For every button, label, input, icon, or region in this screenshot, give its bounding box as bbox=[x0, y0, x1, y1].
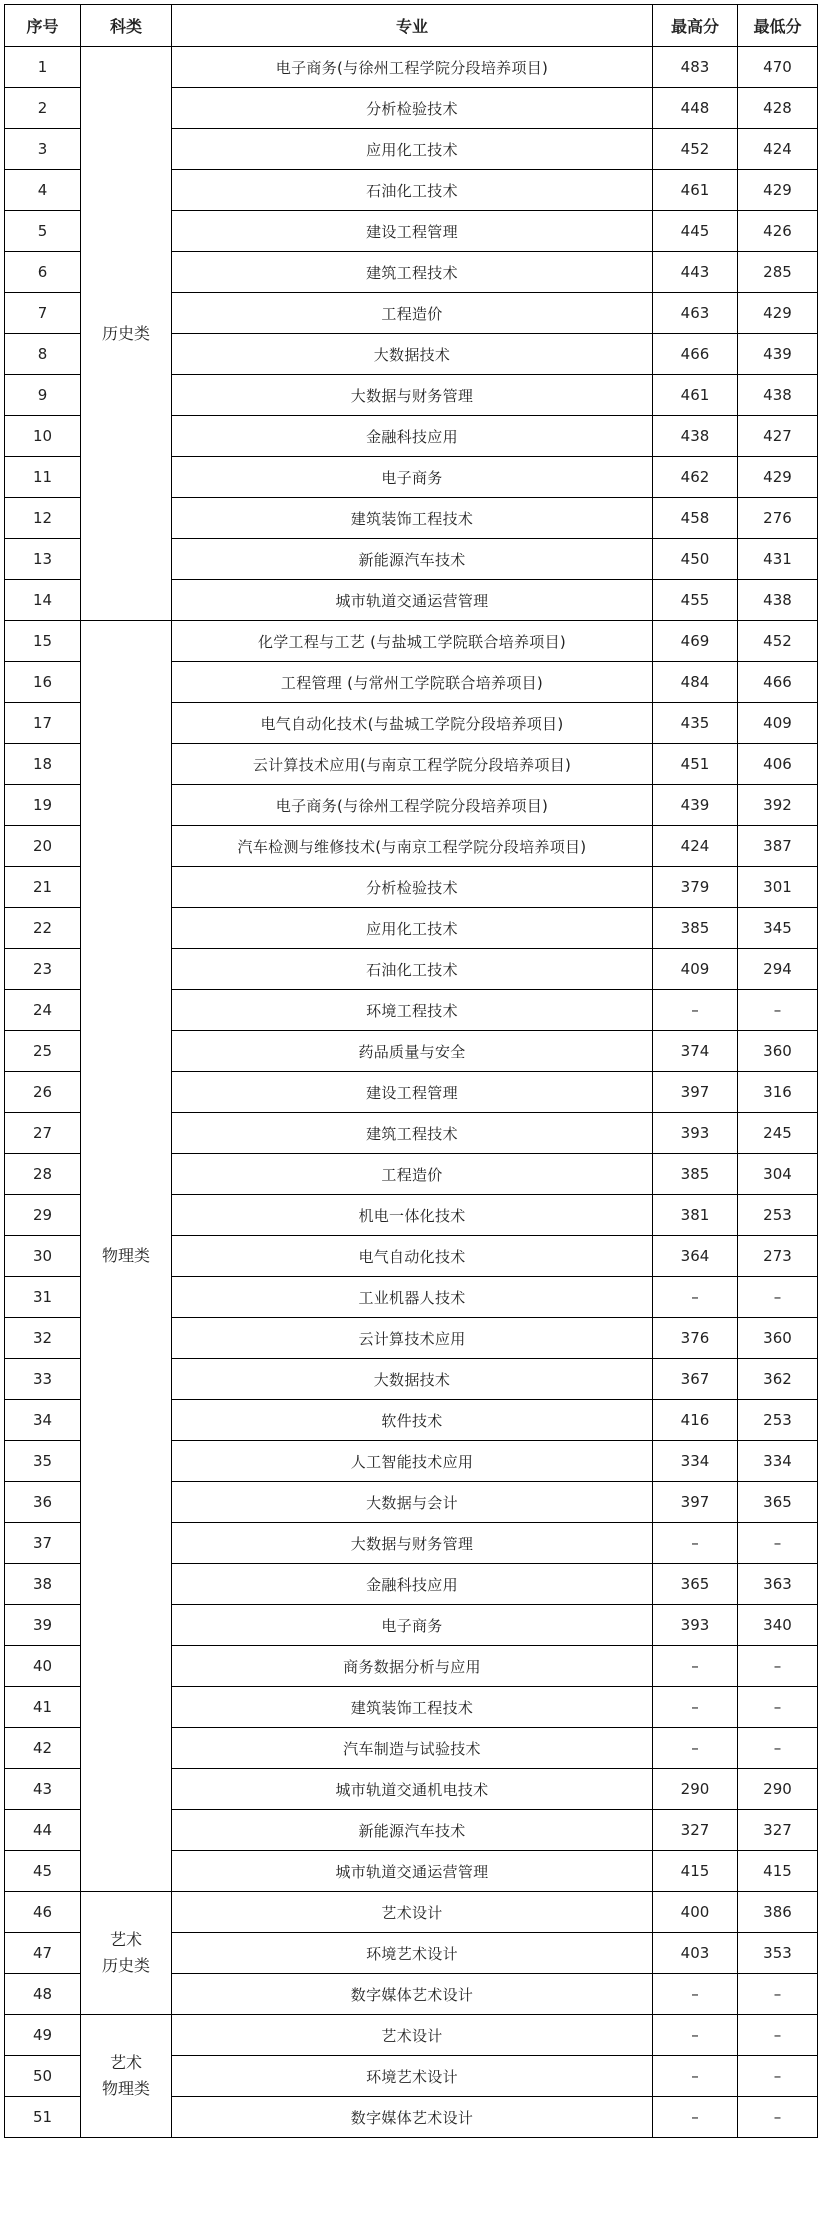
max-score: 393 bbox=[653, 1113, 738, 1154]
max-score: 385 bbox=[653, 1154, 738, 1195]
row-no: 51 bbox=[5, 2097, 81, 2138]
admission-score-table bbox=[4, 4, 818, 2138]
category-cell: 艺术 物理类 bbox=[81, 2015, 172, 2138]
min-score: – bbox=[738, 1646, 818, 1687]
max-score: – bbox=[653, 1974, 738, 2015]
major-name: 城市轨道交通运营管理 bbox=[172, 1851, 653, 1892]
max-score: – bbox=[653, 2056, 738, 2097]
row-no: 38 bbox=[5, 1564, 81, 1605]
min-score: 387 bbox=[738, 826, 818, 867]
row-no: 32 bbox=[5, 1318, 81, 1359]
max-score: 290 bbox=[653, 1769, 738, 1810]
min-score: 334 bbox=[738, 1441, 818, 1482]
min-score: 429 bbox=[738, 457, 818, 498]
row-no: 25 bbox=[5, 1031, 81, 1072]
row-no: 47 bbox=[5, 1933, 81, 1974]
major-name: 数字媒体艺术设计 bbox=[172, 2097, 653, 2138]
major-name: 城市轨道交通运营管理 bbox=[172, 580, 653, 621]
major-name: 电子商务 bbox=[172, 457, 653, 498]
major-name: 电气自动化技术 bbox=[172, 1236, 653, 1277]
min-score: 409 bbox=[738, 703, 818, 744]
header-category: 科类 bbox=[81, 5, 172, 47]
row-no: 45 bbox=[5, 1851, 81, 1892]
max-score: 466 bbox=[653, 334, 738, 375]
major-name: 汽车检测与维修技术(与南京工程学院分段培养项目) bbox=[172, 826, 653, 867]
row-no: 22 bbox=[5, 908, 81, 949]
max-score: 367 bbox=[653, 1359, 738, 1400]
max-score: 403 bbox=[653, 1933, 738, 1974]
min-score: 285 bbox=[738, 252, 818, 293]
max-score: 435 bbox=[653, 703, 738, 744]
max-score: 379 bbox=[653, 867, 738, 908]
major-name: 工业机器人技术 bbox=[172, 1277, 653, 1318]
max-score: – bbox=[653, 1646, 738, 1687]
row-no: 27 bbox=[5, 1113, 81, 1154]
max-score: 365 bbox=[653, 1564, 738, 1605]
max-score: – bbox=[653, 2097, 738, 2138]
category-cell: 历史类 bbox=[81, 47, 172, 621]
min-score: 316 bbox=[738, 1072, 818, 1113]
max-score: – bbox=[653, 990, 738, 1031]
major-name: 云计算技术应用 bbox=[172, 1318, 653, 1359]
max-score: 376 bbox=[653, 1318, 738, 1359]
min-score: – bbox=[738, 2056, 818, 2097]
min-score: 294 bbox=[738, 949, 818, 990]
major-name: 新能源汽车技术 bbox=[172, 1810, 653, 1851]
row-no: 29 bbox=[5, 1195, 81, 1236]
major-name: 建筑装饰工程技术 bbox=[172, 1687, 653, 1728]
row-no: 24 bbox=[5, 990, 81, 1031]
major-name: 大数据与会计 bbox=[172, 1482, 653, 1523]
min-score: 427 bbox=[738, 416, 818, 457]
min-score: 245 bbox=[738, 1113, 818, 1154]
row-no: 50 bbox=[5, 2056, 81, 2097]
min-score: – bbox=[738, 2015, 818, 2056]
max-score: 397 bbox=[653, 1482, 738, 1523]
table-body bbox=[5, 47, 818, 2138]
row-no: 14 bbox=[5, 580, 81, 621]
row-no: 44 bbox=[5, 1810, 81, 1851]
max-score: 443 bbox=[653, 252, 738, 293]
category-cell: 物理类 bbox=[81, 621, 172, 1892]
min-score: 415 bbox=[738, 1851, 818, 1892]
min-score: 327 bbox=[738, 1810, 818, 1851]
major-name: 应用化工技术 bbox=[172, 908, 653, 949]
max-score: – bbox=[653, 1523, 738, 1564]
row-no: 3 bbox=[5, 129, 81, 170]
row-no: 49 bbox=[5, 2015, 81, 2056]
min-score: 345 bbox=[738, 908, 818, 949]
row-no: 41 bbox=[5, 1687, 81, 1728]
major-name: 电子商务(与徐州工程学院分段培养项目) bbox=[172, 785, 653, 826]
header-max-score: 最高分 bbox=[653, 5, 738, 47]
major-name: 城市轨道交通机电技术 bbox=[172, 1769, 653, 1810]
major-name: 分析检验技术 bbox=[172, 88, 653, 129]
major-name: 金融科技应用 bbox=[172, 416, 653, 457]
row-no: 34 bbox=[5, 1400, 81, 1441]
min-score: 363 bbox=[738, 1564, 818, 1605]
max-score: 364 bbox=[653, 1236, 738, 1277]
row-no: 30 bbox=[5, 1236, 81, 1277]
min-score: 360 bbox=[738, 1318, 818, 1359]
min-score: 276 bbox=[738, 498, 818, 539]
min-score: – bbox=[738, 1687, 818, 1728]
major-name: 工程造价 bbox=[172, 293, 653, 334]
major-name: 分析检验技术 bbox=[172, 867, 653, 908]
row-no: 48 bbox=[5, 1974, 81, 2015]
max-score: 484 bbox=[653, 662, 738, 703]
min-score: 438 bbox=[738, 580, 818, 621]
row-no: 9 bbox=[5, 375, 81, 416]
min-score: 386 bbox=[738, 1892, 818, 1933]
min-score: 340 bbox=[738, 1605, 818, 1646]
max-score: 450 bbox=[653, 539, 738, 580]
max-score: 393 bbox=[653, 1605, 738, 1646]
max-score: 415 bbox=[653, 1851, 738, 1892]
max-score: 448 bbox=[653, 88, 738, 129]
min-score: 470 bbox=[738, 47, 818, 88]
row-no: 42 bbox=[5, 1728, 81, 1769]
row-no: 7 bbox=[5, 293, 81, 334]
row-no: 26 bbox=[5, 1072, 81, 1113]
major-name: 石油化工技术 bbox=[172, 170, 653, 211]
min-score: 428 bbox=[738, 88, 818, 129]
row-no: 6 bbox=[5, 252, 81, 293]
major-name: 环境工程技术 bbox=[172, 990, 653, 1031]
min-score: 304 bbox=[738, 1154, 818, 1195]
max-score: 462 bbox=[653, 457, 738, 498]
major-name: 工程造价 bbox=[172, 1154, 653, 1195]
header-major: 专业 bbox=[172, 5, 653, 47]
major-name: 数字媒体艺术设计 bbox=[172, 1974, 653, 2015]
min-score: 392 bbox=[738, 785, 818, 826]
row-no: 15 bbox=[5, 621, 81, 662]
min-score: 426 bbox=[738, 211, 818, 252]
row-no: 46 bbox=[5, 1892, 81, 1933]
min-score: 452 bbox=[738, 621, 818, 662]
max-score: 463 bbox=[653, 293, 738, 334]
max-score: – bbox=[653, 1687, 738, 1728]
min-score: 466 bbox=[738, 662, 818, 703]
max-score: 455 bbox=[653, 580, 738, 621]
min-score: 431 bbox=[738, 539, 818, 580]
major-name: 环境艺术设计 bbox=[172, 1933, 653, 1974]
major-name: 软件技术 bbox=[172, 1400, 653, 1441]
major-name: 人工智能技术应用 bbox=[172, 1441, 653, 1482]
score-table-container bbox=[4, 4, 817, 2138]
row-no: 13 bbox=[5, 539, 81, 580]
row-no: 4 bbox=[5, 170, 81, 211]
table-row bbox=[5, 621, 818, 662]
major-name: 云计算技术应用(与南京工程学院分段培养项目) bbox=[172, 744, 653, 785]
row-no: 31 bbox=[5, 1277, 81, 1318]
row-no: 28 bbox=[5, 1154, 81, 1195]
max-score: 452 bbox=[653, 129, 738, 170]
major-name: 机电一体化技术 bbox=[172, 1195, 653, 1236]
major-name: 艺术设计 bbox=[172, 2015, 653, 2056]
min-score: 424 bbox=[738, 129, 818, 170]
table-row bbox=[5, 47, 818, 88]
max-score: 461 bbox=[653, 170, 738, 211]
min-score: – bbox=[738, 1523, 818, 1564]
max-score: 483 bbox=[653, 47, 738, 88]
major-name: 艺术设计 bbox=[172, 1892, 653, 1933]
row-no: 8 bbox=[5, 334, 81, 375]
min-score: 429 bbox=[738, 293, 818, 334]
category-cell: 艺术 历史类 bbox=[81, 1892, 172, 2015]
row-no: 37 bbox=[5, 1523, 81, 1564]
major-name: 建筑装饰工程技术 bbox=[172, 498, 653, 539]
min-score: 253 bbox=[738, 1400, 818, 1441]
major-name: 大数据技术 bbox=[172, 1359, 653, 1400]
max-score: – bbox=[653, 1277, 738, 1318]
major-name: 金融科技应用 bbox=[172, 1564, 653, 1605]
max-score: 374 bbox=[653, 1031, 738, 1072]
max-score: – bbox=[653, 2015, 738, 2056]
major-name: 工程管理 (与常州工学院联合培养项目) bbox=[172, 662, 653, 703]
major-name: 大数据与财务管理 bbox=[172, 375, 653, 416]
row-no: 23 bbox=[5, 949, 81, 990]
row-no: 20 bbox=[5, 826, 81, 867]
min-score: 301 bbox=[738, 867, 818, 908]
table-row bbox=[5, 2015, 818, 2056]
header-no: 序号 bbox=[5, 5, 81, 47]
major-name: 药品质量与安全 bbox=[172, 1031, 653, 1072]
row-no: 19 bbox=[5, 785, 81, 826]
major-name: 化学工程与工艺 (与盐城工学院联合培养项目) bbox=[172, 621, 653, 662]
major-name: 电气自动化技术(与盐城工学院分段培养项目) bbox=[172, 703, 653, 744]
max-score: 461 bbox=[653, 375, 738, 416]
max-score: 327 bbox=[653, 1810, 738, 1851]
major-name: 环境艺术设计 bbox=[172, 2056, 653, 2097]
min-score: 353 bbox=[738, 1933, 818, 1974]
max-score: 458 bbox=[653, 498, 738, 539]
major-name: 新能源汽车技术 bbox=[172, 539, 653, 580]
table-row bbox=[5, 1892, 818, 1933]
max-score: 334 bbox=[653, 1441, 738, 1482]
max-score: 469 bbox=[653, 621, 738, 662]
major-name: 电子商务(与徐州工程学院分段培养项目) bbox=[172, 47, 653, 88]
row-no: 36 bbox=[5, 1482, 81, 1523]
row-no: 35 bbox=[5, 1441, 81, 1482]
max-score: 445 bbox=[653, 211, 738, 252]
max-score: 438 bbox=[653, 416, 738, 457]
row-no: 10 bbox=[5, 416, 81, 457]
min-score: 290 bbox=[738, 1769, 818, 1810]
row-no: 17 bbox=[5, 703, 81, 744]
row-no: 12 bbox=[5, 498, 81, 539]
max-score: 451 bbox=[653, 744, 738, 785]
row-no: 21 bbox=[5, 867, 81, 908]
major-name: 汽车制造与试验技术 bbox=[172, 1728, 653, 1769]
row-no: 40 bbox=[5, 1646, 81, 1687]
min-score: 253 bbox=[738, 1195, 818, 1236]
min-score: – bbox=[738, 1277, 818, 1318]
max-score: 409 bbox=[653, 949, 738, 990]
row-no: 39 bbox=[5, 1605, 81, 1646]
min-score: – bbox=[738, 1728, 818, 1769]
max-score: 439 bbox=[653, 785, 738, 826]
table-header-row bbox=[5, 5, 818, 47]
max-score: 381 bbox=[653, 1195, 738, 1236]
max-score: 385 bbox=[653, 908, 738, 949]
row-no: 18 bbox=[5, 744, 81, 785]
min-score: 429 bbox=[738, 170, 818, 211]
major-name: 建筑工程技术 bbox=[172, 1113, 653, 1154]
row-no: 11 bbox=[5, 457, 81, 498]
max-score: 416 bbox=[653, 1400, 738, 1441]
max-score: 400 bbox=[653, 1892, 738, 1933]
min-score: 438 bbox=[738, 375, 818, 416]
major-name: 商务数据分析与应用 bbox=[172, 1646, 653, 1687]
major-name: 应用化工技术 bbox=[172, 129, 653, 170]
major-name: 石油化工技术 bbox=[172, 949, 653, 990]
min-score: – bbox=[738, 2097, 818, 2138]
major-name: 建设工程管理 bbox=[172, 211, 653, 252]
major-name: 建筑工程技术 bbox=[172, 252, 653, 293]
row-no: 1 bbox=[5, 47, 81, 88]
header-min-score: 最低分 bbox=[738, 5, 818, 47]
row-no: 16 bbox=[5, 662, 81, 703]
min-score: 360 bbox=[738, 1031, 818, 1072]
major-name: 电子商务 bbox=[172, 1605, 653, 1646]
row-no: 33 bbox=[5, 1359, 81, 1400]
min-score: 362 bbox=[738, 1359, 818, 1400]
min-score: – bbox=[738, 1974, 818, 2015]
row-no: 5 bbox=[5, 211, 81, 252]
major-name: 建设工程管理 bbox=[172, 1072, 653, 1113]
min-score: 273 bbox=[738, 1236, 818, 1277]
min-score: 365 bbox=[738, 1482, 818, 1523]
max-score: 397 bbox=[653, 1072, 738, 1113]
row-no: 43 bbox=[5, 1769, 81, 1810]
max-score: – bbox=[653, 1728, 738, 1769]
min-score: 406 bbox=[738, 744, 818, 785]
major-name: 大数据技术 bbox=[172, 334, 653, 375]
max-score: 424 bbox=[653, 826, 738, 867]
major-name: 大数据与财务管理 bbox=[172, 1523, 653, 1564]
row-no: 2 bbox=[5, 88, 81, 129]
min-score: – bbox=[738, 990, 818, 1031]
min-score: 439 bbox=[738, 334, 818, 375]
